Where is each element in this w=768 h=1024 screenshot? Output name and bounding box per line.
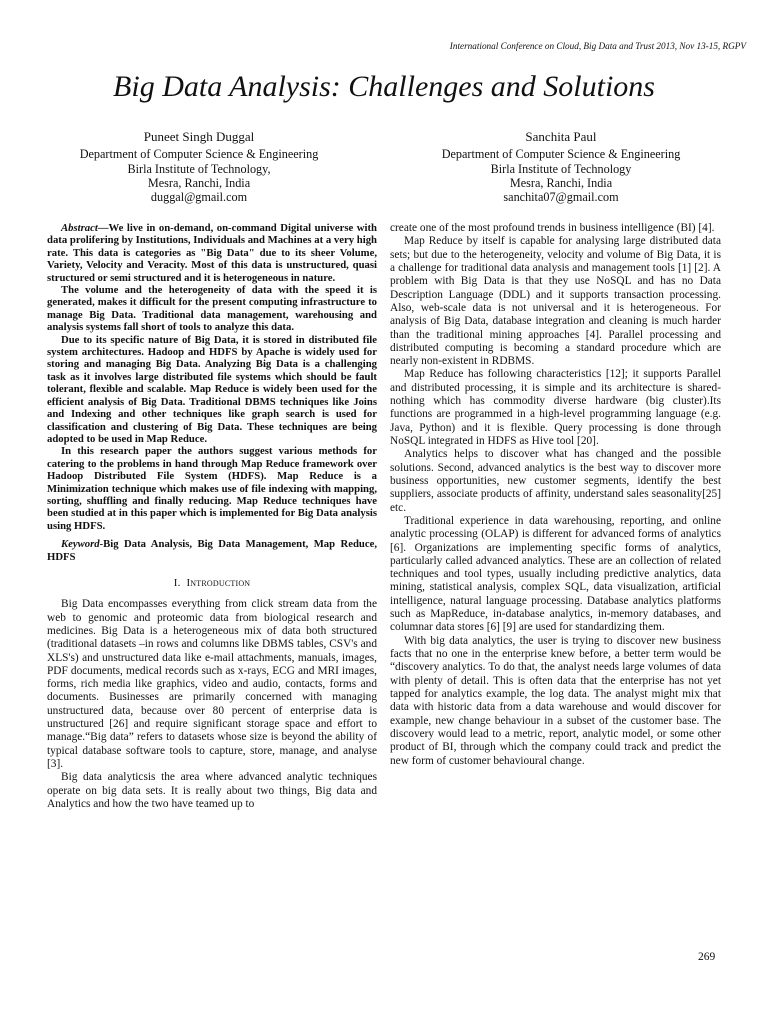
paper-title: Big Data Analysis: Challenges and Solutions xyxy=(113,70,655,103)
author-email: duggal@gmail.com xyxy=(150,190,248,205)
author-institute: Birla Institute of Technology, xyxy=(127,161,271,176)
body-paragraph: Traditional experience in data warehousing, reporting, and online analytic processing (OLAP) is different for advanced forms of analytics [6]. Organizations are implementing specific forms of analytics, particularly called advanced analytics. These are an collection of related techniques and tool types, usually including predictive analytics, data mining, statistical analysis, complex SQL, data visualization, artificial intelligence, natural language processing. Database analytics platforms such as MapReduce, in-database analytics, in-memory databases, and columnar data stores [6] [9] are used for standardizing them. xyxy=(390,514,721,634)
section-heading xyxy=(47,577,377,590)
author-department: Department of Computer Science & Engineering xyxy=(441,147,681,162)
keywords-label: Keyword- xyxy=(61,538,104,551)
abstract-paragraph: Due to its specific nature of Big Data, it is stored in distributed file system architectures. Hadoop and HDFS by Apache is widely used for storing and managing Big Data. Analyzing Big Data is a challenging task as it involves large distributed file systems which should be fault tolerant, flexible and scalable. Map Reduce is widely been used for the efficient analysis of Big Data. Traditional DBMS techniques like Joins and Indexing and other techniques like graph search is used for classification and clustering of Big Data. These techniques are being adopted to be used in Map Reduce. xyxy=(47,333,377,445)
page-number: 269 xyxy=(698,951,716,963)
body-paragraph: Analytics helps to discover what has changed and the possible solutions. Second, advanced analytics is the best way to discover more business opportunities, new customer segments, identify the best suppliers, associate products of affinity, understand sales seasonality[25] etc. xyxy=(390,448,721,514)
abstract xyxy=(47,222,377,532)
right-column xyxy=(390,222,721,768)
section-title: Introduction xyxy=(186,576,251,589)
author-location: Mesra, Ranchi, India xyxy=(147,175,251,190)
abstract-paragraph: The volume and the heterogeneity of data with the speed it is generated, makes it difficult for the present computing infrastructure to manage Big Data. Traditional data management, warehousing and analysis systems fall short of tools to analyze this data. xyxy=(47,284,377,334)
abstract-label: Abstract— xyxy=(61,222,109,234)
author-block-2 xyxy=(369,130,753,204)
body-paragraph: With big data analytics, the user is trying to discover new business facts that no one in the enterprise knew before, a better term would be “discovery analytics. To do that, the analyst needs large volumes of data with plenty of detail. This is often data that the enterprise has not yet tapped for analytics example, the log data. The analyst might mix that data with historic data from a data warehouse and would discover for example, new change behaviour in a subset of the customer base. The discovery would lead to a metric, report, analytic model, or some other product of BI, through which the company could track and predict the new form of customer behavioural change. xyxy=(390,634,721,767)
abstract-paragraph: Abstract—We live in on-demand, on-command Digital universe with data prolifering by Institutions, Individuals and Machines at a very high rate. This data is categories as "Big Data" due to its sheer Volume, Variety, Velocity and Veracity. Most of this data is unstructured, quasi structured or semi structured and it is heterogeneous in nature. xyxy=(47,222,377,284)
body-paragraph: create one of the most profound trends in business intelligence (BI) [4]. xyxy=(390,222,715,234)
running-head: International Conference on Cloud, Big Data and Trust 2013, Nov 13-15, RGPV xyxy=(449,41,746,51)
author-block-1 xyxy=(7,130,391,204)
author-location: Mesra, Ranchi, India xyxy=(509,175,613,190)
keywords: Keyword-Big Data Analysis, Big Data Management, Map Reduce, HDFS xyxy=(47,538,377,563)
left-column xyxy=(47,222,377,811)
author-name: Puneet Singh Duggal xyxy=(143,129,255,144)
body-paragraph: Map Reduce by itself is capable for analysing large distributed data sets; but due to the heterogeneity, velocity and volume of Big Data, it is a challenge for traditional data analysis and management tools [1] [2]. A problem with Big Data is that they use NoSQL and has no Data Description Language (DDL) and it supports transaction processing. Also, web-scale data is not universal and it is heterogeneous. For analysis of Big Data, database integration and cleaning is much harder than the traditional mining approaches [4]. Parallel processing and distributed computing is becoming a standard procedure which are nearly non-existent in RDBMS. xyxy=(390,235,721,368)
body-paragraph: Map Reduce has following characteristics [12]; it supports Parallel and distributed processing, it is simple and its architecture is shared-nothing which has commodity diverse hardware (big cluster).Its functions are programmed in a high-level programming language (e.g. Java, Python) and it is flexible. Query processing is done through NoSQL integrated in HDFS as Hive tool [20]. xyxy=(390,368,721,447)
abstract-paragraph: In this research paper the authors suggest various methods for catering to the problems in hand through Map Reduce framework over Hadoop Distributed File System (HDFS). Map Reduce is a Minimization technique which makes use of file indexing with mapping, sorting, shuffling and finally reducing. Map Reduce techniques have been studied at in this paper which is implemented for Big Data analysis using HDFS. xyxy=(47,445,377,532)
author-institute: Birla Institute of Technology xyxy=(490,161,632,176)
section-number: I. xyxy=(173,576,181,589)
body-paragraph: Big data analyticsis the area where advanced analytic techniques operate on big data sets. It is really about two things, Big data and Analytics and how the two have teamed up to xyxy=(47,771,377,810)
body-paragraph: Big Data encompasses everything from click stream data from the web to genomic and proteomic data from biological research and medicines. Big Data is a heterogeneous mix of data both structured (traditional datasets –in rows and columns like DBMS tables, CSV's and XLS's) and unstructured data like e-mail attachments, manuals, images, PDF documents, medical records such as x-rays, ECG and MRI images, forms, rich media like graphics, video and audio, contacts, forms and documents. Businesses are primarily concerned with managing unstructured data, because over 80 percent of enterprise data is unstructured [26] and require significant storage space and effort to manage.“Big data” refers to datasets whose size is beyond the ability of typical database software tools to capture, store, manage, and analyse [3]. xyxy=(47,598,377,771)
author-department: Department of Computer Science & Engineering xyxy=(79,147,319,162)
author-email: sanchita07@gmail.com xyxy=(503,190,619,205)
author-name: Sanchita Paul xyxy=(525,129,597,144)
